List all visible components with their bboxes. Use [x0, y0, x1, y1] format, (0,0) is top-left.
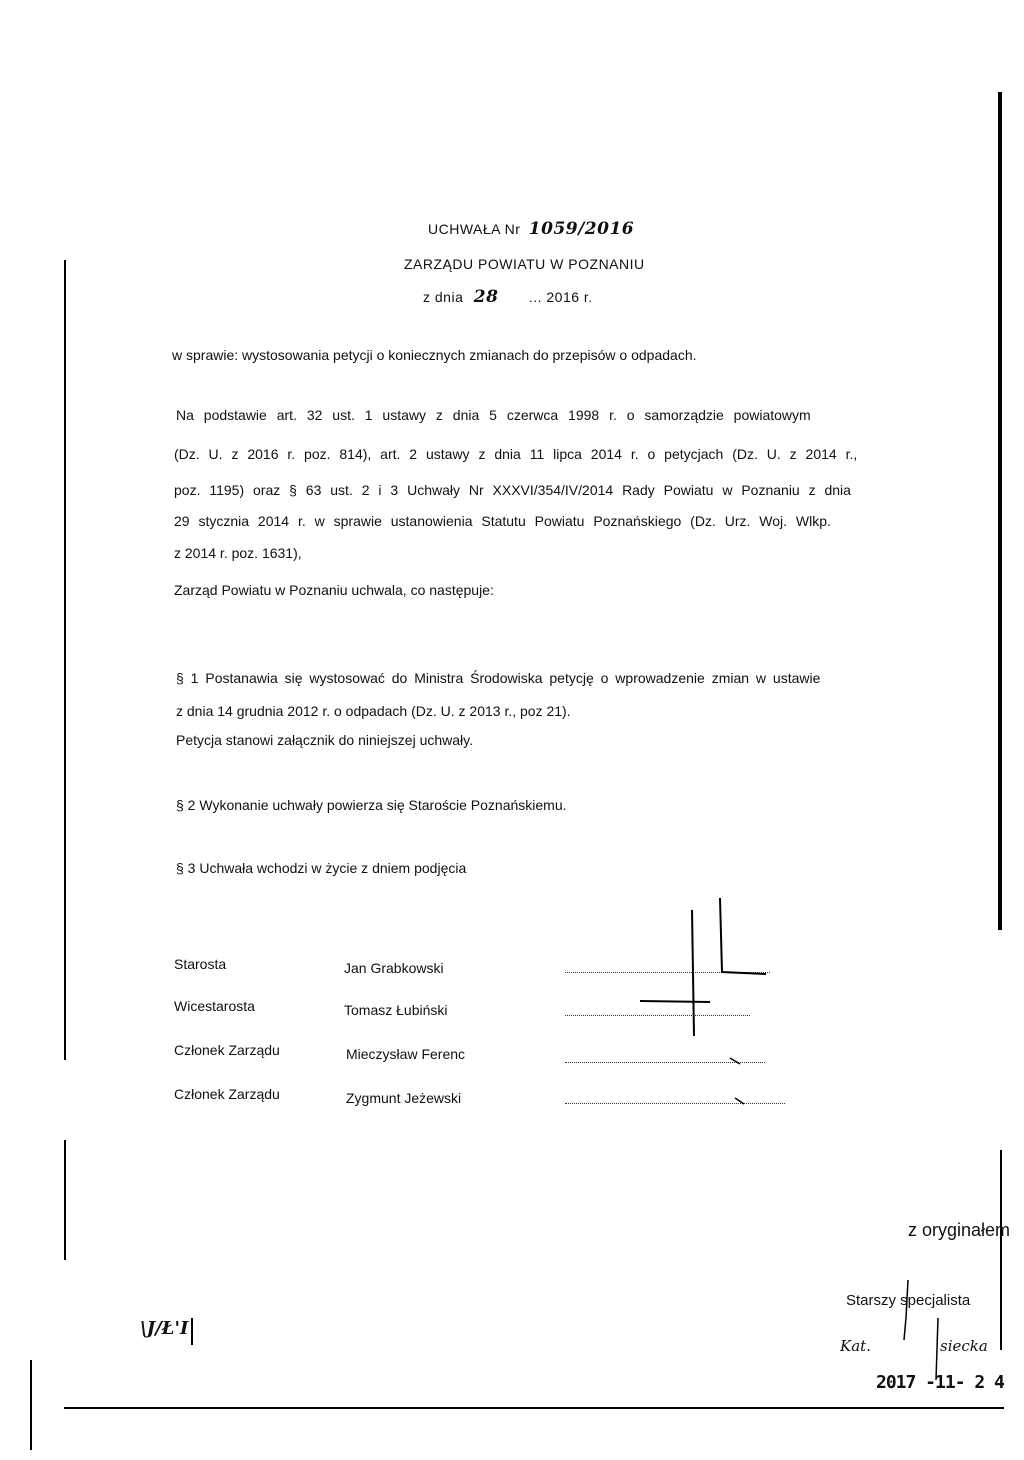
signatory-name-1: Jan Grabkowski: [344, 960, 444, 976]
legal-basis-line-1: Na podstawie art. 32 ust. 1 ustawy z dnia 5 czerwca 1998 r. o samorządzie powiatowym: [176, 407, 811, 423]
scan-edge-right-lower: [1000, 1150, 1002, 1350]
date-prefix: z dnia: [423, 289, 464, 305]
left-handwritten-mark: \J/Ł'I: [140, 1318, 189, 1339]
signatory-role-1: Starosta: [174, 956, 227, 972]
stamp-title: Starszy specjalista: [846, 1292, 971, 1309]
date-suffix: ... 2016 r.: [528, 289, 593, 305]
section-1-line-2: z dnia 14 grudnia 2012 r. o odpadach (Dz. U. z 2013 r., poz 21).: [176, 703, 571, 719]
section-3: § 3 Uchwała wchodzi w życie z dniem podjęcia: [176, 860, 467, 876]
signature-line-1: [565, 972, 770, 973]
legal-basis-line-5: z 2014 r. poz. 1631),: [174, 545, 302, 561]
signature-tick-3: [730, 1058, 740, 1064]
scan-edge-left-lower: [64, 1140, 66, 1260]
scan-edge-right: [998, 92, 1002, 930]
resolves-line: Zarząd Powiatu w Poznaniu uchwala, co następuje:: [174, 582, 494, 598]
signature-stroke-vertical-2: [720, 898, 766, 974]
resolution-title: [428, 219, 634, 239]
signature-line-2: [565, 1015, 750, 1016]
legal-basis-line-2: (Dz. U. z 2016 r. poz. 814), art. 2 ustawy z dnia 11 lipca 2014 r. o petycjach (Dz. U. z 2014 r.,: [174, 446, 858, 462]
section-1-line-1: § 1 Postanawia się wystosować do Ministra Środowiska petycję o wprowadzenie zmian w ustawie: [176, 670, 821, 686]
subject-line: w sprawie: wystosowania petycji o koniecznych zmianach do przepisów o odpadach.: [172, 347, 697, 363]
stamp-name-left: Kat.: [840, 1337, 871, 1355]
signatory-name-4: Zygmunt Jeżewski: [346, 1090, 462, 1106]
legal-basis-line-4: 29 stycznia 2014 r. w sprawie ustanowienia Statutu Powiatu Poznańskiego (Dz. Urz. Woj. Wlkp.: [174, 513, 831, 529]
resolution-number-handwritten: 1059/2016: [528, 219, 635, 239]
signature-stroke-vertical-1: [692, 910, 694, 1036]
signatory-role-4: Członek Zarządu: [174, 1086, 280, 1102]
signatory-role-3: Członek Zarządu: [174, 1042, 280, 1058]
signature-line-3: [565, 1062, 765, 1063]
scan-edge-bottom: [64, 1407, 1004, 1409]
signatory-name-2: Tomasz Łubiński: [344, 1002, 448, 1018]
stamp-name-right: siecka: [940, 1337, 988, 1355]
signature-line-4: [565, 1103, 785, 1104]
stamp-stroke-2: [936, 1318, 938, 1380]
copy-certification: z oryginałem: [908, 1220, 1011, 1240]
section-1-line-3: Petycja stanowi załącznik do niniejszej uchwały.: [176, 732, 473, 748]
signature-stroke-cross: [640, 1001, 710, 1002]
date-stamp: 2017 -11- 2 4: [876, 1372, 1004, 1393]
signatory-name-3: Mieczysław Ferenc: [346, 1046, 466, 1062]
signatory-role-2: Wicestarosta: [174, 998, 255, 1014]
stamp-stroke-1: [904, 1280, 908, 1340]
issuer-line: ZARZĄDU POWIATU W POZNANIU: [404, 256, 645, 272]
scan-edge-bottom-left: [30, 1360, 32, 1450]
date-day-handwritten: 28: [473, 287, 499, 307]
section-2: § 2 Wykonanie uchwały powierza się Staroście Poznańskiemu.: [176, 797, 567, 813]
title-prefix: UCHWAŁA Nr: [428, 221, 521, 237]
date-line: [423, 287, 593, 307]
scan-edge-left: [64, 260, 66, 1060]
legal-basis-line-3: poz. 1195) oraz § 63 ust. 2 i 3 Uchwały Nr XXXVI/354/IV/2014 Rady Powiatu w Poznaniu z dnia: [174, 482, 851, 498]
